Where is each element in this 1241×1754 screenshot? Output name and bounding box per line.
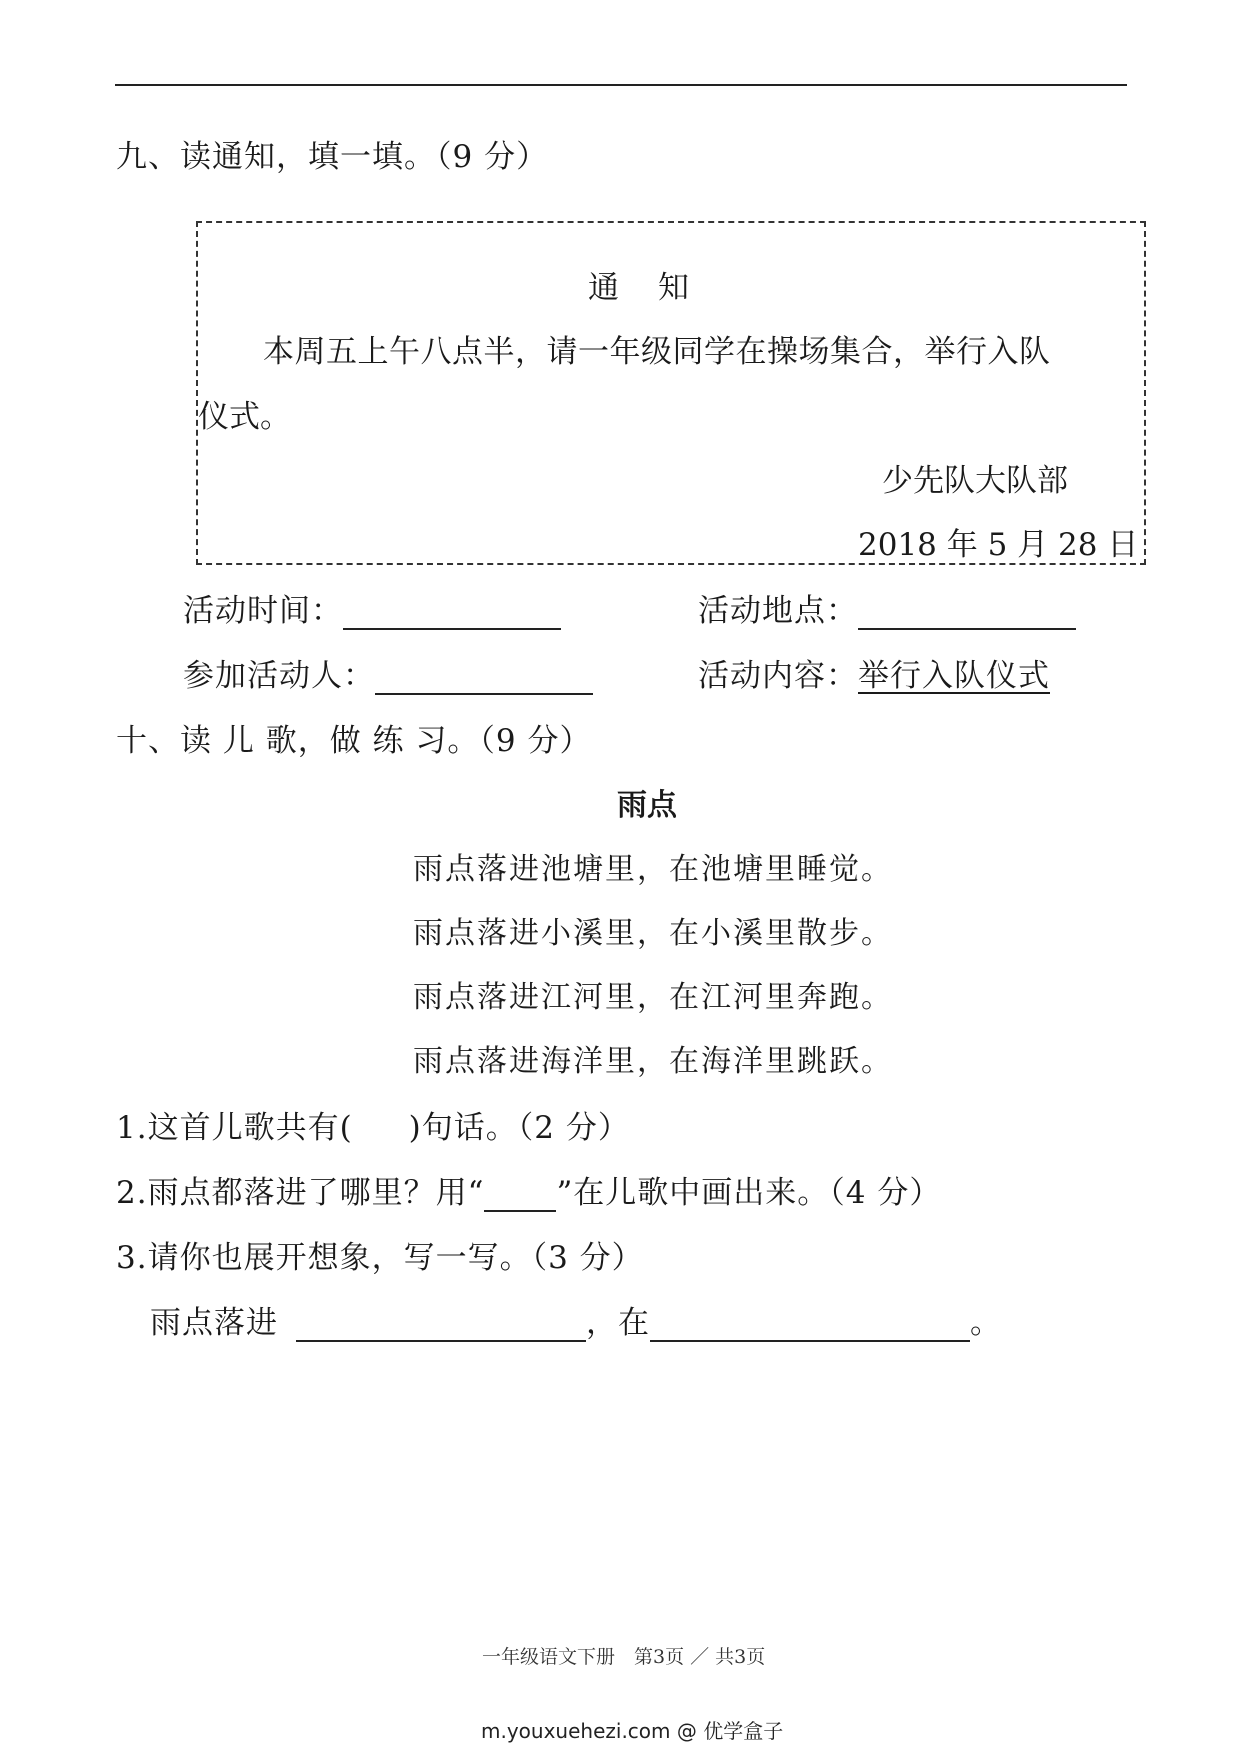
top-rule: [115, 84, 1127, 86]
sub-question-3: 3.请你也展开想象，写一写。（3 分）: [116, 1240, 644, 1276]
notice-signature: 少先队大队部: [882, 463, 1068, 499]
page-footer: 一年级语文下册 第3页 ／ 共3页: [482, 1646, 766, 1668]
notice-body-line1: 本周五上午八点半，请一年级同学在操场集合，举行入队: [263, 334, 1051, 370]
activity-place-label: 活动地点：: [698, 593, 858, 629]
sub3-fill-part2: ，在: [586, 1305, 650, 1341]
sub-question-2: [116, 1167, 941, 1212]
sub3-fill-part1: 雨点落进: [150, 1305, 278, 1341]
sub2-underline-sample: [484, 1180, 556, 1212]
activity-people-row: [183, 650, 593, 695]
notice-body-line2: 仪式。: [198, 399, 291, 435]
activity-place-row: [698, 585, 1076, 630]
poem-line-1: 雨点落进池塘里，在池塘里睡觉。: [413, 852, 893, 887]
activity-time-label: 活动时间：: [183, 593, 343, 629]
activity-content-label: 活动内容：: [698, 658, 858, 694]
sub3-blank-1[interactable]: [296, 1310, 586, 1342]
site-watermark: m.youxuehezi.com @ 优学盒子: [481, 1719, 784, 1743]
q10-heading: 十、读 儿 歌，做 练 习。（9 分）: [116, 723, 592, 759]
poem-line-4: 雨点落进海洋里，在海洋里跳跃。: [413, 1044, 893, 1079]
activity-content-row: [698, 650, 1050, 695]
activity-place-blank[interactable]: [858, 598, 1076, 630]
poem-line-2: 雨点落进小溪里，在小溪里散步。: [413, 916, 893, 951]
activity-time-row: [183, 585, 561, 630]
activity-people-label: 参加活动人：: [183, 658, 375, 694]
sub3-blank-2[interactable]: [650, 1310, 970, 1342]
activity-people-blank[interactable]: [375, 663, 593, 695]
activity-time-blank[interactable]: [343, 598, 561, 630]
sub2-text-after: ”在儿歌中画出来。（4 分）: [556, 1175, 942, 1211]
sub2-text-before: 2.雨点都落进了哪里？用“: [116, 1175, 485, 1211]
sub3-fill-row: [150, 1297, 1002, 1342]
notice-date: 2018 年 5 月 28 日: [858, 527, 1139, 563]
q9-heading: 九、读通知，填一填。（9 分）: [116, 139, 549, 175]
sub3-fill-part3: 。: [970, 1305, 1002, 1341]
sub1-text-before: 1.这首儿歌共有(: [116, 1110, 353, 1146]
sub1-text-after: )句话。（2 分）: [408, 1110, 630, 1146]
poem-title: 雨点: [617, 788, 677, 823]
sub-question-1: [116, 1102, 630, 1147]
activity-content-value: 举行入队仪式: [858, 658, 1050, 694]
poem-line-3: 雨点落进江河里，在江河里奔跑。: [413, 980, 893, 1015]
notice-title: 通 知: [588, 270, 693, 306]
